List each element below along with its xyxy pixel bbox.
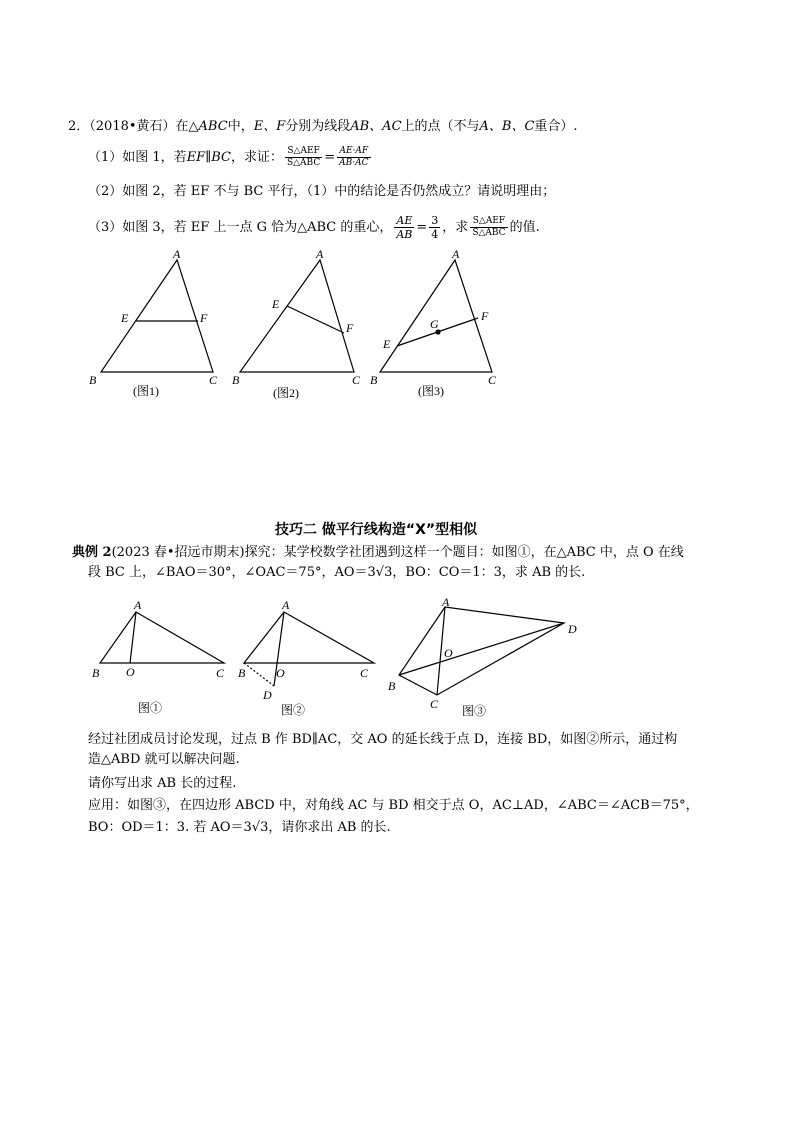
example-text: 探究：某学校数学社团遇到这样一个题目：如图①，在△ABC 中，点 O 在线 [244, 545, 684, 560]
figure-circled-1 [90, 600, 235, 720]
example-line-7: BO：OD＝1：3. 若 AO＝3√3，请你求出 AB 的长. [88, 820, 391, 835]
example-line-3: 经过社团成员讨论发现，过点 B 作 BD∥AC，交 AO 的延长线于点 D，连接 BD，如图②所示，通过构 [88, 732, 678, 747]
label-b: B [232, 373, 240, 387]
figure-1 [85, 247, 225, 400]
question-2: （2）如图 2，若 EF 不与 BC 平行，（1）中的结论是否仍然成立？请说明理由； [88, 184, 556, 199]
equals-sign: = [324, 150, 336, 165]
label-a: A [452, 247, 460, 261]
label-b: B [388, 679, 396, 693]
label-o: O [276, 666, 285, 680]
label-c: C [352, 373, 361, 387]
stem-text: 分别为线段 [285, 119, 351, 134]
caption: 图① [138, 701, 163, 715]
fraction [394, 214, 414, 241]
q1-text: （1）如图 1，若 [88, 150, 187, 165]
label-f: F [481, 309, 489, 323]
label-f: F [346, 321, 354, 335]
q3-text: 的值. [509, 220, 540, 235]
triangle-abc [244, 612, 374, 663]
fraction-numerator: AE [394, 214, 414, 228]
example-line-5: 请你写出求 AB 长的过程. [88, 776, 237, 791]
example-source: (2023 春•招远市期末) [111, 545, 245, 560]
label-b: B [370, 373, 378, 387]
example-label: 典例 2 [72, 545, 112, 560]
label-c: C [209, 373, 218, 387]
figure-2 [228, 247, 368, 402]
figure-circled-2 [236, 600, 381, 720]
stem-text: AB、AC [350, 119, 402, 134]
label-e: E [121, 311, 129, 325]
fraction-numerator: 3 [431, 214, 439, 227]
fraction-denominator: AB·AC [339, 158, 369, 168]
triangle-abc [100, 612, 224, 663]
fraction [470, 216, 507, 239]
label-d: D [263, 688, 272, 702]
caption: 图③ [462, 704, 487, 718]
segment-bd [244, 663, 274, 686]
label-f: F [200, 311, 208, 325]
example-line-4: 造△ABD 就可以解决问题. [88, 752, 240, 767]
fraction-denominator: 4 [431, 228, 439, 241]
label-o: O [126, 665, 135, 679]
stem-text: E、F [253, 119, 286, 134]
label-a: A [442, 595, 450, 609]
stem-text: A、B、C [479, 119, 535, 134]
label-d: D [568, 622, 577, 636]
stem-text: 在△ [175, 119, 199, 134]
label-a: A [316, 247, 324, 261]
fraction-numerator: S△AEF [470, 216, 507, 228]
stem-text: 中， [227, 119, 254, 134]
label-c: C [430, 697, 439, 711]
label-c: C [216, 666, 225, 680]
fraction-denominator: S△ABC [472, 228, 506, 238]
label-g: G [430, 317, 439, 331]
example-line-6: 应用：如图③，在四边形 ABCD 中，对角线 AC 与 BD 相交于点 O，AC⊥AD，∠ABC＝∠ACB＝75°， [88, 798, 699, 813]
figure-3 [368, 247, 508, 400]
label-a: A [134, 598, 142, 612]
label-a: A [173, 247, 181, 261]
q3-text: ，求 [442, 220, 469, 235]
caption: 图② [281, 703, 306, 717]
fraction-numerator: S△AEF [285, 146, 322, 158]
label-e: E [383, 337, 391, 351]
example-line-2: 段 BC 上，∠BAO＝30°，∠OAC＝75°，AO＝3√3，BO：CO＝1：3，求 AB 的长. [88, 565, 586, 580]
figure-circled-3 [386, 595, 586, 720]
label-c: C [488, 373, 497, 387]
caption: (图3) [418, 384, 444, 398]
fraction [337, 146, 370, 169]
stem-text: 上的点（不与 [401, 119, 480, 134]
stem-text: ABC [198, 119, 228, 134]
label-a: A [282, 598, 290, 612]
label-e: E [272, 297, 280, 311]
stem-text: 重合）. [534, 119, 578, 134]
q3-text: （3）如图 3，若 EF 上一点 G 恰为△ABC 的重心， [88, 220, 393, 235]
problem2-stem [68, 118, 578, 136]
label-b: B [238, 666, 246, 680]
fraction [429, 214, 440, 241]
quadrilateral-abcd [399, 607, 564, 695]
fraction-denominator: AB [396, 228, 413, 241]
diagonal-bd [399, 623, 564, 675]
label-b: B [89, 373, 97, 387]
label-c: C [360, 666, 369, 680]
label-b: B [92, 666, 100, 680]
q1-text: ，求证： [230, 150, 283, 165]
problem-source: （2018•黄石） [89, 119, 176, 134]
problem-number: 2． [68, 119, 90, 134]
triangle-abc [380, 260, 492, 372]
caption: (图2) [273, 386, 299, 400]
equals-sign: = [416, 220, 428, 235]
example-line-1 [72, 544, 684, 562]
fraction-denominator: S△ABC [286, 158, 321, 168]
section-title: 技巧二 做平行线构造“X”型相似 [275, 522, 478, 538]
triangle-abc [101, 260, 213, 372]
label-o: O [444, 646, 453, 660]
caption: (图1) [133, 384, 159, 398]
q1-text: EF∥BC [186, 150, 231, 165]
triangle-abc [240, 260, 354, 372]
fraction [285, 146, 322, 169]
question-3 [88, 214, 540, 241]
question-1 [88, 146, 373, 169]
fraction-numerator: AE·AF [337, 146, 370, 158]
